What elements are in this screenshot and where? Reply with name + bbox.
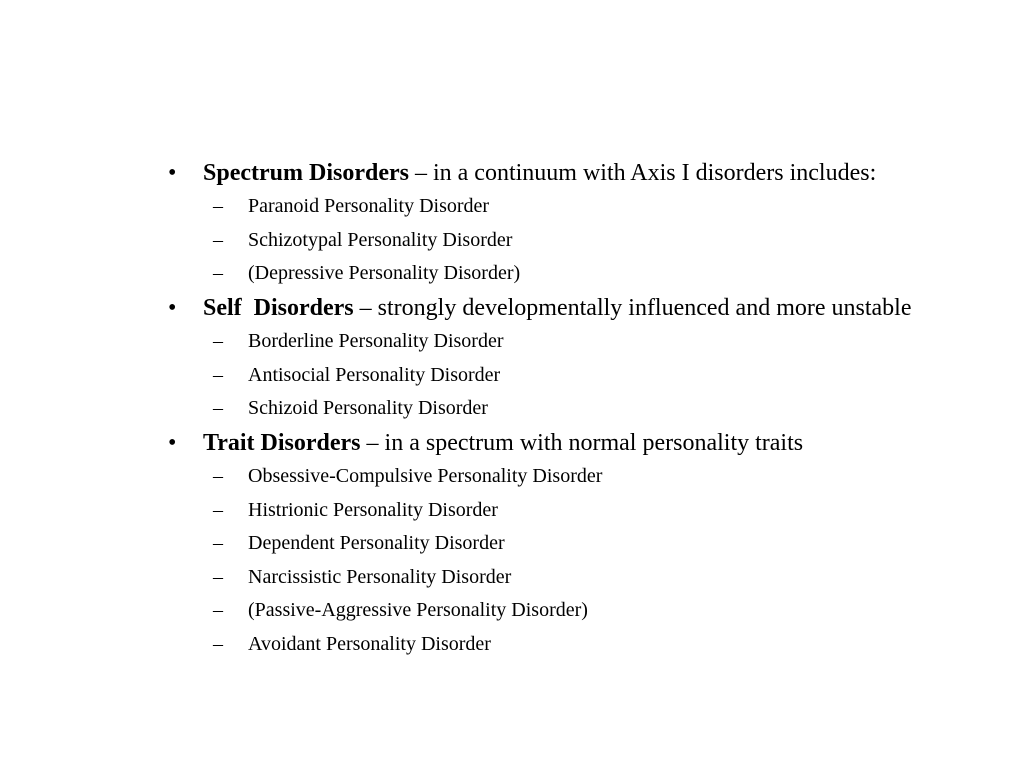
list-item: – Narcissistic Personality Disorder: [213, 565, 512, 588]
dash-icon: –: [213, 532, 223, 554]
section-term: Spectrum Disorders: [203, 160, 409, 186]
sublist: [203, 194, 968, 285]
list-item: – Histrionic Personality Disorder: [213, 498, 498, 521]
section-description: – strongly developmentally influenced and more unstable: [353, 295, 912, 321]
dash-icon: –: [213, 397, 223, 419]
dash-icon: –: [213, 195, 223, 217]
list-item: – Antisocial Personality Disorder: [213, 363, 501, 386]
list-item: – (Passive-Aggressive Personality Disorder): [213, 599, 588, 621]
section-spectrum-disorders: [168, 158, 968, 285]
dash-icon: –: [213, 632, 223, 655]
dash-icon: –: [213, 228, 223, 251]
dash-icon: –: [213, 465, 223, 487]
list-item: – Dependent Personality Disorder: [213, 532, 505, 554]
bullet-icon: •: [168, 430, 177, 456]
section-trait-disorders: [168, 428, 968, 656]
dash-icon: –: [213, 262, 223, 284]
list-item: – (Depressive Personality Disorder): [213, 262, 521, 284]
dash-icon: –: [213, 330, 223, 352]
list-item: – Borderline Personality Disorder: [213, 330, 504, 352]
bullet-icon: •: [168, 160, 177, 186]
list-item: – Schizoid Personality Disorder: [213, 397, 488, 419]
dash-icon: –: [213, 363, 223, 386]
dash-icon: –: [213, 565, 223, 588]
list-item: – Schizotypal Personality Disorder: [213, 228, 513, 251]
dash-icon: –: [213, 498, 223, 521]
bullet-list: [168, 158, 968, 656]
list-item: – Paranoid Personality Disorder: [213, 195, 490, 217]
list-item: – Obsessive-Compulsive Personality Disorder: [213, 465, 603, 487]
section-description: – in a continuum with Axis I disorders includes:: [408, 160, 877, 186]
bullet-icon: •: [168, 295, 177, 321]
sublist: [203, 464, 968, 656]
section-self-disorders: [168, 293, 968, 420]
dash-icon: –: [213, 599, 223, 621]
list-item: – Avoidant Personality Disorder: [213, 632, 491, 655]
section-description: – in a spectrum with normal personality traits: [360, 430, 804, 456]
sublist: [203, 329, 968, 420]
section-term: Trait Disorders: [203, 430, 361, 456]
section-term: Self Disorders: [203, 295, 354, 321]
